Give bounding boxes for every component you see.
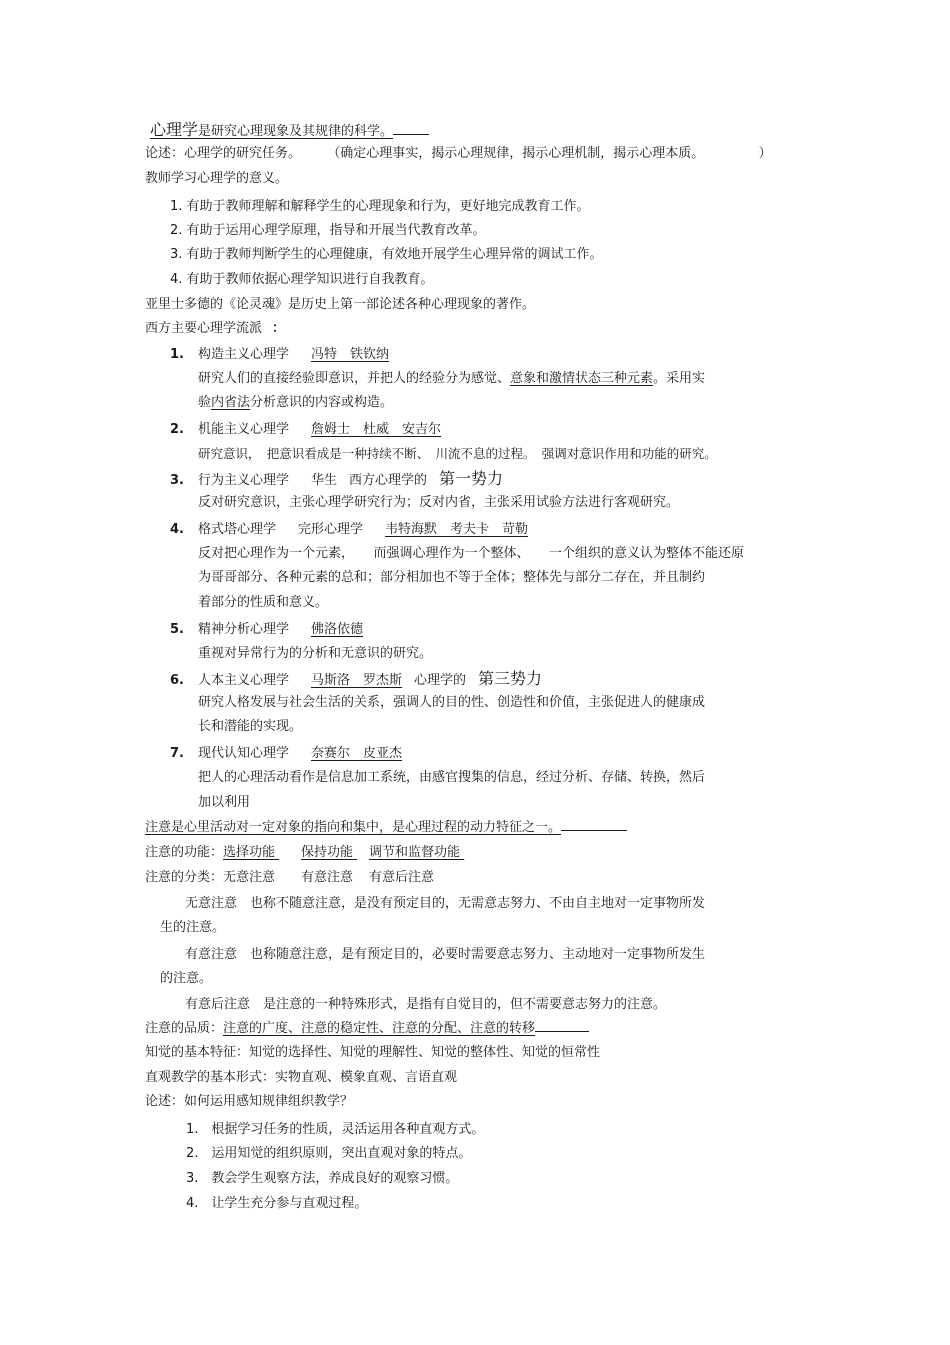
- task-question: 论述：心理学的研究任务。 （确定心理事实，揭示心理规律，揭示心理机制，揭示心理本质。 ）: [145, 146, 772, 161]
- involuntary-attention: 无意注意 也称不随意注意，是没有预定目的，无需意志努力、不由自主地对一定事物所发: [185, 896, 706, 911]
- school-heading: 7. 现代认知心理学 奈赛尔 皮亚杰: [170, 746, 403, 761]
- school-heading: 4. 格式塔心理学 完形心理学 韦特海默 考夫卡 苛勒: [170, 522, 529, 537]
- intuitive-teaching-forms: 直观教学的基本形式：实物直观、模象直观、言语直观: [145, 1070, 458, 1085]
- school-name: 机能主义心理学: [198, 422, 290, 437]
- perception-answer: 1. 根据学习任务的性质，灵活运用各种直观方式。: [186, 1122, 485, 1137]
- perception-answer: 4. 让学生充分参与直观过程。: [186, 1196, 368, 1211]
- perception-answer: 3. 教会学生观察方法，养成良好的观察习惯。: [186, 1171, 459, 1186]
- meaning-item: 4. 有助于教师依据心理学知识进行自我教育。: [170, 272, 434, 287]
- school-name: 现代认知心理学: [198, 746, 290, 761]
- school-desc: 研究意识， 把意识看成是一种持续不断、 川流不息的过程。 强调对意识作用和功能的研究。: [198, 446, 717, 461]
- school-desc: 着部分的性质和意义。: [198, 595, 329, 610]
- school-heading: 3. 行为主义心理学 华生 西方心理学的 第一势力: [170, 469, 504, 488]
- voluntary-attention-cont: 的注意。: [160, 971, 213, 986]
- school-desc: 反对研究意识，主张心理学研究行为；反对内省，主张采用试验方法进行客观研究。: [198, 495, 680, 510]
- school-people: 华生: [311, 473, 338, 488]
- school-name: 格式塔心理学: [198, 522, 277, 537]
- school-heading: 6. 人本主义心理学 马斯洛 罗杰斯 心理学的 第三势力: [170, 669, 543, 688]
- perception-question: 论述：如何运用感知规律组织教学？: [145, 1094, 354, 1109]
- school-people: 韦特海默 考夫卡 苛勒: [385, 522, 529, 537]
- psychology-definition: [150, 121, 429, 141]
- school-desc: 反对把心理作为一个元素， 而强调心理作为一个整体、 一个组织的意义认为整体不能还原: [198, 546, 745, 561]
- school-name: 行为主义心理学: [198, 473, 290, 488]
- school-desc: 加以利用: [198, 795, 251, 810]
- attention-definition: 注意是心里活动对一定对象的指向和集中，是心理过程的动力特征之一。: [145, 819, 627, 837]
- school-heading: 2. 机能主义心理学 詹姆士 杜威 安吉尔: [170, 422, 442, 437]
- school-heading: 5. 精神分析心理学 佛洛依德: [170, 622, 364, 637]
- school-desc: 把人的心理活动看作是信息加工系统，由感官搜集的信息，经过分析、存储、转换，然后: [198, 770, 706, 785]
- school-desc: 研究人格发展与社会生活的关系，强调人的目的性、创造性和价值，主张促进人的健康成: [198, 695, 706, 710]
- definition-text: 是研究心理现象及其规律的科学。: [198, 124, 394, 139]
- attention-classes: 注意的分类：无意注意 有意注意 有意后注意: [145, 870, 435, 885]
- school-desc: 长和潜能的实现。: [198, 719, 303, 734]
- school-people: 詹姆士 杜威 安吉尔: [311, 422, 442, 437]
- schools-title: 西方主要心理学流派 ：: [145, 321, 286, 336]
- school-alt-name: 完形心理学: [298, 522, 364, 537]
- post-voluntary-attention: 有意后注意 是注意的一种特殊形式，是指有自觉目的，但不需要意志努力的注意。: [185, 997, 667, 1012]
- school-desc: 为哥哥部分、各种元素的总和；部分相加也不等于全体；整体先与部分二存在，并且制约: [198, 570, 706, 585]
- school-heading: 1. 构造主义心理学 冯特 铁钦纳: [170, 347, 390, 362]
- school-desc: 研究人们的直接经验即意识，并把人的经验分为感觉、意象和激情状态三种元素。采用实: [198, 371, 706, 386]
- school-desc: 重视对异常行为的分析和无意识的研究。: [198, 646, 433, 661]
- voluntary-attention: 有意注意 也称随意注意，是有预定目的，必要时需要意志努力、主动地对一定事物所发生: [185, 947, 706, 962]
- meaning-item: 3. 有助于教师判断学生的心理健康，有效地开展学生心理异常的调试工作。: [170, 247, 603, 262]
- school-people: 马斯洛 罗杰斯: [311, 673, 403, 688]
- attention-qualities: 注意的品质：注意的广度、注意的稳定性、注意的分配、注意的转移: [145, 1020, 589, 1038]
- school-name: 构造主义心理学: [198, 347, 290, 362]
- school-desc: 验内省法分析意识的内容或构造。: [198, 395, 394, 410]
- school-people: 佛洛依德: [311, 622, 364, 637]
- school-name: 精神分析心理学: [198, 622, 290, 637]
- term-psychology: 心理学: [150, 120, 199, 139]
- meaning-title: 教师学习心理学的意义。: [145, 171, 289, 186]
- perception-features: 知觉的基本特征：知觉的选择性、知觉的理解性、知觉的整体性、知觉的恒常性: [145, 1045, 601, 1060]
- school-people: 冯特 铁钦纳: [311, 347, 390, 362]
- perception-answer: 2. 运用知觉的组织原则，突出直观对象的特点。: [186, 1146, 472, 1161]
- attention-functions: 注意的功能：选择功能 保持功能 调节和监督功能: [145, 845, 461, 860]
- school-name: 人本主义心理学: [198, 673, 290, 688]
- aristotle-note: 亚里士多德的《论灵魂》是历史上第一部论述各种心理现象的著作。: [145, 297, 536, 312]
- school-people: 奈赛尔 皮亚杰: [311, 746, 403, 761]
- meaning-item: 2. 有助于运用心理学原理，指导和开展当代教育改革。: [170, 223, 486, 238]
- involuntary-attention-cont: 生的注意。: [160, 920, 226, 935]
- meaning-item: 1. 有助于教师理解和解释学生的心理现象和行为，更好地完成教育工作。: [170, 199, 590, 214]
